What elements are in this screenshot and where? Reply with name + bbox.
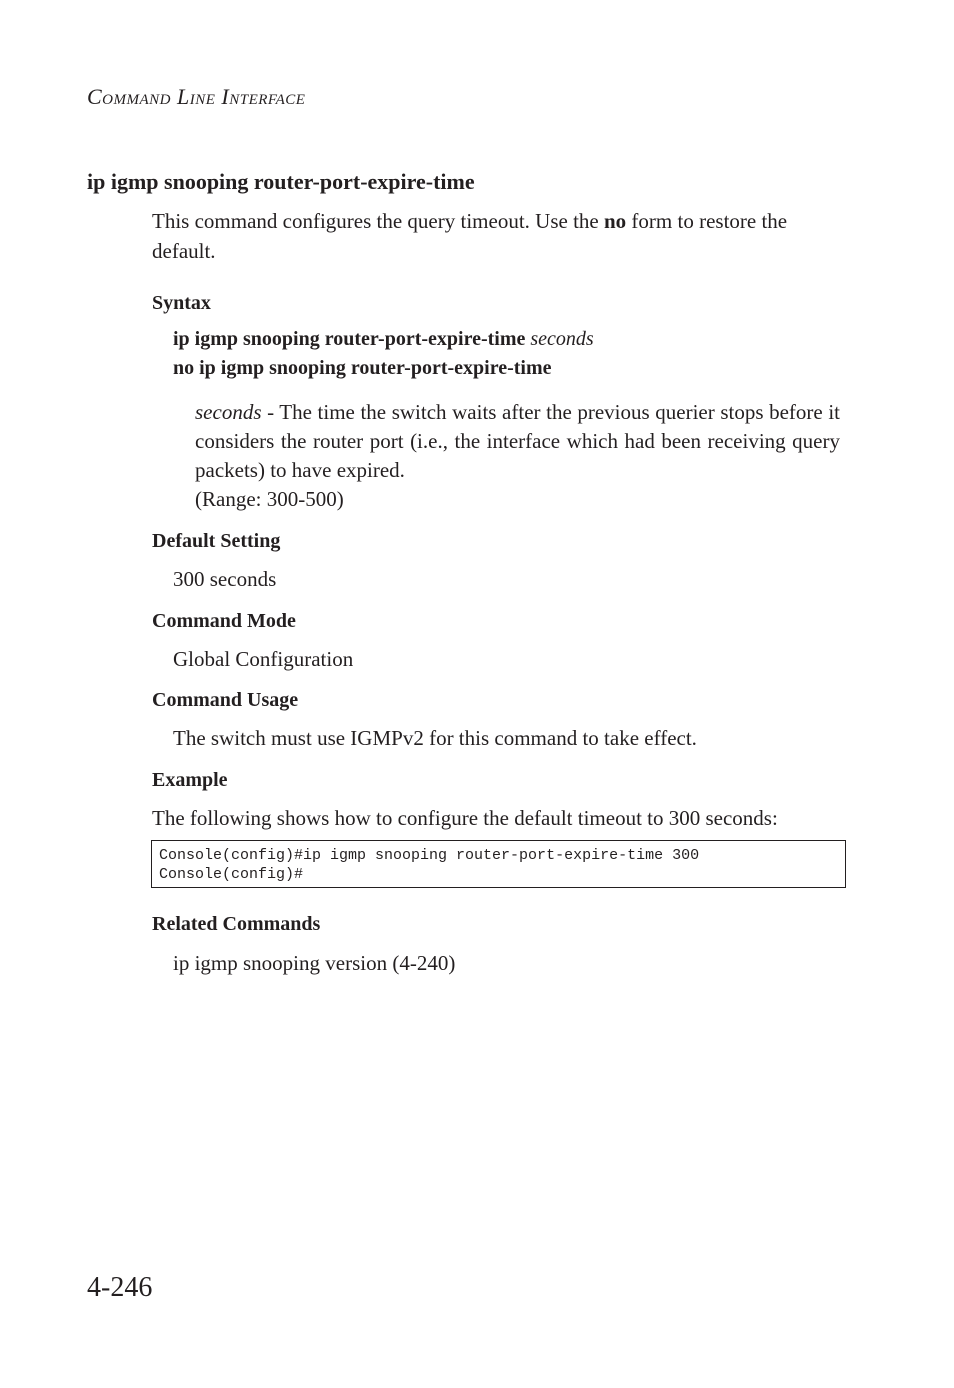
code-line: Console(config)# xyxy=(159,866,304,883)
example-code-block xyxy=(151,840,846,888)
default-setting-value: 300 seconds xyxy=(173,567,277,591)
syntax-command: ip igmp snooping router-port-expire-time xyxy=(173,328,526,350)
parameter-text: - The time the switch waits after the previous querier stops before it considers the router port (i.e., the interface which had been receiving query packets) to have expired. xyxy=(195,400,840,482)
intro-text-end: form to restore the default. xyxy=(152,209,788,263)
default-setting-heading: Default Setting xyxy=(152,530,281,552)
parameter-description xyxy=(195,398,840,514)
intro-no-keyword: no xyxy=(603,209,627,233)
command-mode-value: Global Configuration xyxy=(173,647,354,671)
related-commands-heading: Related Commands xyxy=(152,913,321,935)
syntax-line-1 xyxy=(173,328,594,351)
intro-text-start: This command configures the query timeout. Use the xyxy=(152,209,604,233)
running-header: Command Line Interface xyxy=(87,84,306,109)
syntax-line-2: no ip igmp snooping router-port-expire-time xyxy=(173,357,552,379)
example-description: The following shows how to configure the default timeout to 300 seconds: xyxy=(152,806,778,830)
example-heading: Example xyxy=(152,769,228,791)
command-intro xyxy=(152,206,842,266)
command-usage-value: The switch must use IGMPv2 for this command to take effect. xyxy=(173,726,697,750)
command-mode-heading: Command Mode xyxy=(152,610,296,632)
syntax-heading: Syntax xyxy=(152,292,211,314)
parameter-name: seconds xyxy=(195,400,262,424)
parameter-range: (Range: 300-500) xyxy=(195,487,344,511)
code-line: Console(config)#ip igmp snooping router-port-expire-time 300 xyxy=(159,847,700,864)
command-title: ip igmp snooping router-port-expire-time xyxy=(87,169,475,194)
syntax-parameter: seconds xyxy=(530,328,594,350)
command-usage-heading: Command Usage xyxy=(152,689,299,711)
related-command-item: ip igmp snooping version (4-240) xyxy=(173,951,456,975)
page-number: 4-246 xyxy=(87,1272,153,1303)
